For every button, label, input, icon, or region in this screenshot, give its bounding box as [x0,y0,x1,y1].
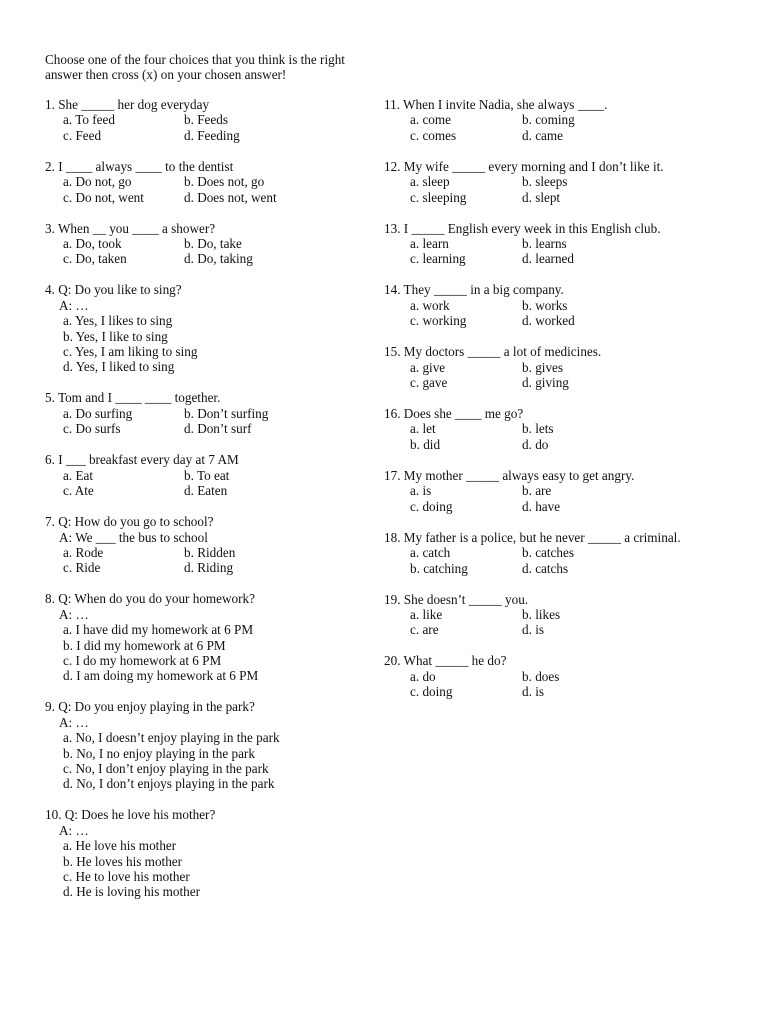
answer-options [45,545,375,576]
answer-options [384,360,754,391]
answer-option[interactable]: c. doing [410,684,453,700]
answer-option[interactable]: d. Do, taking [184,251,253,267]
answer-options [45,406,375,437]
answer-option[interactable]: a. come [410,112,452,128]
answer-option[interactable]: b. Don’t surfing [184,405,269,421]
question-stem: 20. What _____ he do? [384,653,507,669]
answer-option[interactable]: b. Yes, I like to sing [63,328,168,344]
answer-option[interactable]: b. He loves his mother [63,853,183,869]
answer-option[interactable]: b. Ridden [184,544,236,560]
answer-option[interactable]: b. likes [522,606,561,622]
answer-option[interactable]: a. Do not, go [63,174,132,190]
answer-option[interactable]: b. Does not, go [184,174,265,190]
answer-option[interactable]: a. is [410,483,432,499]
question-stem: 10. Q: Does he love his mother? [45,807,216,823]
answer-option[interactable]: b. learns [522,236,567,252]
answer-option[interactable]: c. working [410,313,467,329]
answer-option[interactable]: c. Ate [63,483,94,499]
question-block [45,807,375,899]
answer-options [45,236,375,267]
answer-options [384,112,754,143]
answer-options [45,313,375,375]
answer-option[interactable]: b. Feeds [184,112,228,128]
answer-option[interactable]: c. doing [410,498,453,514]
question-block [384,344,754,390]
answer-option[interactable]: d. giving [522,375,569,391]
answer-option[interactable]: d. Don’t surf [184,421,252,437]
question-block [45,390,375,436]
answer-option[interactable]: d. I am doing my homework at 6 PM [63,668,259,684]
answer-prompt: A: … [59,714,89,730]
answer-option[interactable]: b. Do, take [184,236,242,252]
question-stem: 16. Does she ____ me go? [384,406,524,422]
question-block [45,282,375,374]
question-stem: 14. They _____ in a big company. [384,282,564,298]
answer-option[interactable]: a. He love his mother [63,838,177,854]
answer-option[interactable]: d. have [522,498,561,514]
answer-option[interactable]: c. comes [410,127,457,143]
answer-option[interactable]: c. Do not, went [63,189,144,205]
answer-options [45,468,375,499]
answer-option[interactable]: c. He to love his mother [63,869,190,884]
instructions-line-2: answer then cross (x) on your chosen answer! [45,67,287,83]
answer-options [45,112,375,143]
answer-option[interactable]: c. No, I don’t enjoy playing in the park [63,760,269,776]
answer-option[interactable]: c. sleeping [410,189,467,205]
answer-option[interactable]: b. catching [410,560,468,576]
question-stem: 11. When I invite Nadia, she always ____. [384,97,608,112]
answer-option[interactable]: d. worked [522,313,575,329]
answer-options [384,607,754,638]
answer-prompt: A: We ___ the bus to school [59,529,208,545]
answer-option[interactable]: a. give [410,359,446,375]
answer-option[interactable]: c. Do, taken [63,251,127,267]
answer-option[interactable]: b. are [522,483,552,499]
question-stem: 19. She doesn’t _____ you. [384,591,529,607]
question-block [384,159,754,205]
answer-option[interactable]: d. Does not, went [184,189,277,205]
question-stem: 17. My mother _____ always easy to get angry. [384,467,635,483]
answer-options [384,421,754,452]
answer-options [45,622,375,684]
answer-option[interactable]: c. I do my homework at 6 PM [63,652,222,668]
answer-option[interactable]: b. works [522,297,568,313]
answer-option[interactable]: c. gave [410,375,448,391]
question-stem: 2. I ____ always ____ to the dentist [45,158,234,174]
answer-option[interactable]: d. Eaten [184,483,228,499]
answer-option[interactable]: d. slept [522,189,561,205]
question-block [45,452,375,498]
question-stem: 18. My father is a police, but he never _____ a criminal. [384,529,681,545]
answer-prompt: A: … [59,606,89,622]
instructions [45,52,385,83]
answer-option[interactable]: a. sleep [410,174,450,190]
answer-option[interactable]: a. No, I doesn’t enjoy playing in the park [63,730,280,746]
question-block [384,530,754,576]
answer-option[interactable]: d. came [522,127,564,143]
question-stem: 13. I _____ English every week in this English club. [384,220,661,236]
question-block [45,699,375,791]
question-block [384,592,754,638]
answer-options [45,730,375,792]
answer-option[interactable]: a. Eat [63,467,94,483]
answer-option[interactable]: a. like [410,606,443,622]
answer-option[interactable]: c. Feed [63,127,102,143]
question-block [45,591,375,683]
answer-option[interactable]: c. Ride [63,560,101,576]
answer-option[interactable]: a. Do, took [63,236,122,252]
answer-option[interactable]: c. Do surfs [63,421,121,437]
answer-options [45,838,375,900]
question-block [384,406,754,452]
answer-option[interactable]: a. Rode [63,544,104,560]
answer-prompt: A: … [59,822,89,838]
question-stem: 1. She _____ her dog everyday [45,97,210,112]
question-stem: 4. Q: Do you like to sing? [45,282,182,298]
answer-option[interactable]: d. Riding [184,560,234,576]
question-block [45,514,375,576]
answer-option[interactable]: b. coming [522,112,575,128]
answer-option[interactable]: b. catches [522,545,574,561]
answer-option[interactable]: a. I have did my homework at 6 PM [63,622,254,638]
answer-option[interactable]: b. sleeps [522,174,568,190]
question-stem: 3. When __ you ____ a shower? [45,220,216,236]
answer-options [384,174,754,205]
question-block [45,159,375,205]
question-stem: 7. Q: How do you go to school? [45,514,214,530]
question-block [45,97,375,143]
instructions-line-1: Choose one of the four choices that you think is the right [45,52,345,67]
answer-option[interactable]: d. No, I don’t enjoys playing in the park [63,776,275,792]
question-stem: 15. My doctors _____ a lot of medicines. [384,344,602,360]
question-block [384,221,754,267]
answer-options [384,483,754,514]
question-block [384,282,754,328]
question-stem: 8. Q: When do you do your homework? [45,591,255,607]
answer-option[interactable]: d. Yes, I liked to sing [63,359,175,375]
answer-prompt: A: … [59,297,89,313]
answer-option[interactable]: a. work [410,297,450,313]
answer-option[interactable]: a. To feed [63,112,115,128]
answer-option[interactable]: d. He is loving his mother [63,884,200,900]
answer-option[interactable]: b. No, I no enjoy playing in the park [63,745,255,761]
question-stem: 5. Tom and I ____ ____ together. [45,390,221,406]
question-stem: 12. My wife _____ every morning and I don’t like it. [384,158,664,174]
answer-option[interactable]: d. is [522,622,544,638]
answer-option[interactable]: a. Yes, I likes to sing [63,313,173,329]
answer-options [45,174,375,205]
answer-option[interactable]: d. do [522,436,549,452]
answer-option[interactable]: d. Feeding [184,127,240,143]
answer-options [384,669,754,700]
answer-options [384,298,754,329]
answer-option[interactable]: b. lets [522,421,554,437]
answer-option[interactable]: d. learned [522,251,574,267]
answer-option[interactable]: c. are [410,622,439,638]
answer-option[interactable]: a. learn [410,236,449,252]
answer-option[interactable]: a. Do surfing [63,405,133,421]
answer-option[interactable]: a. catch [410,545,451,561]
answer-option[interactable]: b. I did my homework at 6 PM [63,637,226,653]
question-stem: 9. Q: Do you enjoy playing in the park? [45,699,255,715]
left-question-column [45,97,375,915]
answer-options [384,236,754,267]
answer-option[interactable]: a. let [410,421,436,437]
answer-option[interactable]: c. Yes, I am liking to sing [63,344,198,360]
answer-option[interactable]: d. is [522,684,544,700]
answer-option[interactable]: b. To eat [184,467,230,483]
question-block [384,468,754,514]
question-block [384,97,754,143]
question-stem: 6. I ___ breakfast every day at 7 AM [45,452,239,468]
question-block [45,221,375,267]
right-question-column [384,97,754,715]
answer-options [384,545,754,576]
answer-option[interactable]: a. do [410,668,436,684]
question-block [384,653,754,699]
answer-option[interactable]: c. learning [410,251,466,267]
answer-option[interactable]: b. did [410,436,441,452]
answer-option[interactable]: b. gives [522,359,564,375]
answer-option[interactable]: d. catchs [522,560,569,576]
answer-option[interactable]: b. does [522,668,560,684]
